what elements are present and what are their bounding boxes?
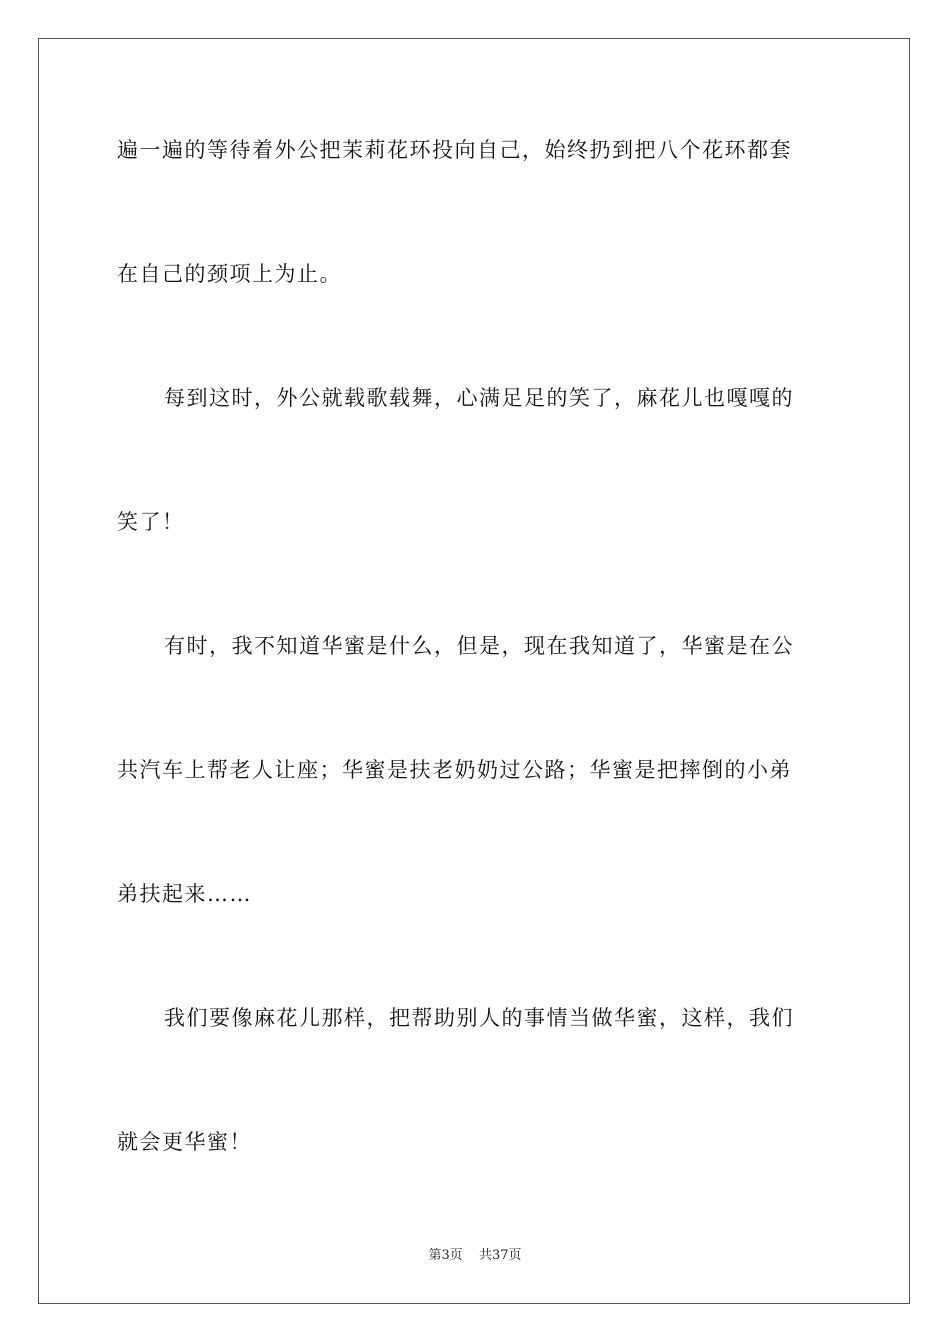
paragraph-line: 笑了！ <box>117 510 185 534</box>
page-border <box>38 38 910 1304</box>
paragraph-line: 在自己的颈项上为止。 <box>117 262 342 286</box>
page-number: 第3页 <box>428 1248 463 1263</box>
page-footer <box>0 1247 950 1265</box>
paragraph-line: 就会更华蜜！ <box>117 1130 252 1154</box>
paragraph-line: 共汽车上帮老人让座；华蜜是扶老奶奶过公路；华蜜是把摔倒的小弟 <box>117 758 792 782</box>
paragraph-line: 遍一遍的等待着外公把茉莉花环投向自己，始终扔到把八个花环都套 <box>117 138 792 162</box>
paragraph-line: 每到这时，外公就载歌载舞，心满足足的笑了，麻花儿也嘎嘎的 <box>164 386 794 410</box>
paragraph-line: 我们要像麻花儿那样，把帮助别人的事情当做华蜜，这样，我们 <box>164 1006 794 1030</box>
page-total: 共37页 <box>478 1248 522 1263</box>
paragraph-line: 弟扶起来…… <box>117 882 252 906</box>
paragraph-line: 有时，我不知道华蜜是什么，但是，现在我知道了，华蜜是在公 <box>164 634 794 658</box>
